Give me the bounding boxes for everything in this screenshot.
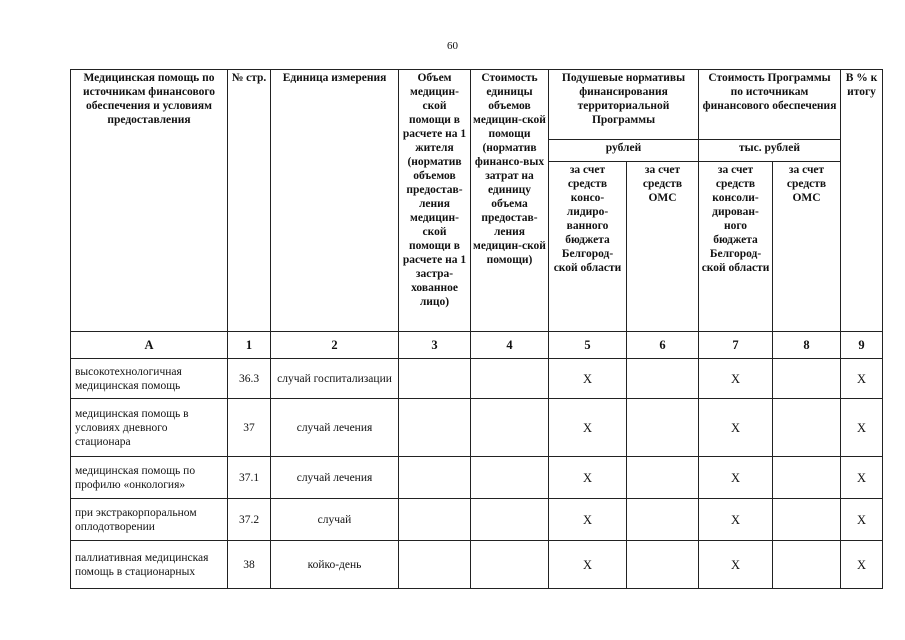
unit-cost-cell xyxy=(471,457,549,499)
percent-cell: X xyxy=(841,541,883,589)
column-index-row xyxy=(71,332,883,359)
unit-cost-cell xyxy=(471,399,549,457)
column-index: 8 xyxy=(773,332,841,359)
care-type-cell: паллиативная медицинская помощь в стационарных xyxy=(71,541,228,589)
oms-norm-cell xyxy=(627,457,699,499)
oms-cost-cell xyxy=(773,499,841,541)
oms-norm-cell xyxy=(627,541,699,589)
regional-budget-norm-cell: X xyxy=(549,399,627,457)
regional-budget-cost-cell: X xyxy=(699,541,773,589)
table-row xyxy=(71,457,883,499)
line-number-cell: 38 xyxy=(228,541,271,589)
column-index: 9 xyxy=(841,332,883,359)
regional-budget-cost-cell: X xyxy=(699,359,773,399)
line-number-cell: 37.2 xyxy=(228,499,271,541)
unit-cell: случай лечения xyxy=(271,457,399,499)
percent-cell: X xyxy=(841,399,883,457)
volume-cell xyxy=(399,359,471,399)
header-unit-cost: Стоимость единицы объемов медицин-ской помощи (норматив финансо-вых затрат на единицу объема предостав-ления медицин-ской помощи) xyxy=(471,70,549,332)
page-number: 60 xyxy=(447,40,458,52)
regional-budget-cost-cell: X xyxy=(699,499,773,541)
column-index: 2 xyxy=(271,332,399,359)
header-regional-budget-norm: за счет средств консо-лидиро-ванного бюджета Белгород-ской области xyxy=(549,162,627,332)
oms-cost-cell xyxy=(773,541,841,589)
regional-budget-cost-cell: X xyxy=(699,399,773,457)
table-row xyxy=(71,399,883,457)
header-oms-cost: за счет средств ОМС xyxy=(773,162,841,332)
table-row xyxy=(71,541,883,589)
percent-cell: X xyxy=(841,457,883,499)
unit-cost-cell xyxy=(471,541,549,589)
unit-cost-cell xyxy=(471,359,549,399)
header-program-cost: Стоимость Программы по источникам финансового обеспечения xyxy=(699,70,841,140)
column-index: 1 xyxy=(228,332,271,359)
percent-cell: X xyxy=(841,359,883,399)
regional-budget-norm-cell: X xyxy=(549,541,627,589)
header-unit-thousand-rubles: тыс. рублей xyxy=(699,140,841,162)
table-row xyxy=(71,499,883,541)
column-index: 5 xyxy=(549,332,627,359)
unit-cell: случай госпитализации xyxy=(271,359,399,399)
header-percent-total: В % к итогу xyxy=(841,70,883,332)
table-row xyxy=(71,359,883,399)
header-regional-budget-cost: за счет средств консоли-дирован-ного бюджета Белгород-ской области xyxy=(699,162,773,332)
column-index: 7 xyxy=(699,332,773,359)
header-volume: Объем медицин-ской помощи в расчете на 1 жителя (норматив объемов предостав-ления медицин-ской помощи в расчете на 1 застра-хованное лицо) xyxy=(399,70,471,332)
line-number-cell: 37 xyxy=(228,399,271,457)
oms-norm-cell xyxy=(627,499,699,541)
care-type-cell: медицинская помощь в условиях дневного стационара xyxy=(71,399,228,457)
unit-cell: случай xyxy=(271,499,399,541)
percent-cell: X xyxy=(841,499,883,541)
regional-budget-cost-cell: X xyxy=(699,457,773,499)
volume-cell xyxy=(399,541,471,589)
volume-cell xyxy=(399,499,471,541)
unit-cell: случай лечения xyxy=(271,399,399,457)
care-type-cell: медицинская помощь по профилю «онкология» xyxy=(71,457,228,499)
header-oms-norm: за счет средств ОМС xyxy=(627,162,699,332)
line-number-cell: 37.1 xyxy=(228,457,271,499)
header-unit: Единица измерения xyxy=(271,70,399,332)
care-type-cell: при экстракорпоральном оплодотворении xyxy=(71,499,228,541)
volume-cell xyxy=(399,399,471,457)
unit-cost-cell xyxy=(471,499,549,541)
care-type-cell: высокотехнологичная медицинская помощь xyxy=(71,359,228,399)
header-unit-rubles: рублей xyxy=(549,140,699,162)
oms-cost-cell xyxy=(773,359,841,399)
oms-cost-cell xyxy=(773,457,841,499)
header-care-type: Медицинская помощь по источникам финансового обеспечения и условиям предоставления xyxy=(71,70,228,332)
volume-cell xyxy=(399,457,471,499)
header-line-number: № стр. xyxy=(228,70,271,332)
regional-budget-norm-cell: X xyxy=(549,457,627,499)
column-index: А xyxy=(71,332,228,359)
line-number-cell: 36.3 xyxy=(228,359,271,399)
column-index: 3 xyxy=(399,332,471,359)
regional-budget-norm-cell: X xyxy=(549,359,627,399)
column-index: 4 xyxy=(471,332,549,359)
oms-cost-cell xyxy=(773,399,841,457)
header-per-capita-norms: Подушевые нормативы финансирования территориальной Программы xyxy=(549,70,699,140)
column-index: 6 xyxy=(627,332,699,359)
financing-table xyxy=(70,69,883,589)
oms-norm-cell xyxy=(627,359,699,399)
unit-cell: койко-день xyxy=(271,541,399,589)
oms-norm-cell xyxy=(627,399,699,457)
regional-budget-norm-cell: X xyxy=(549,499,627,541)
